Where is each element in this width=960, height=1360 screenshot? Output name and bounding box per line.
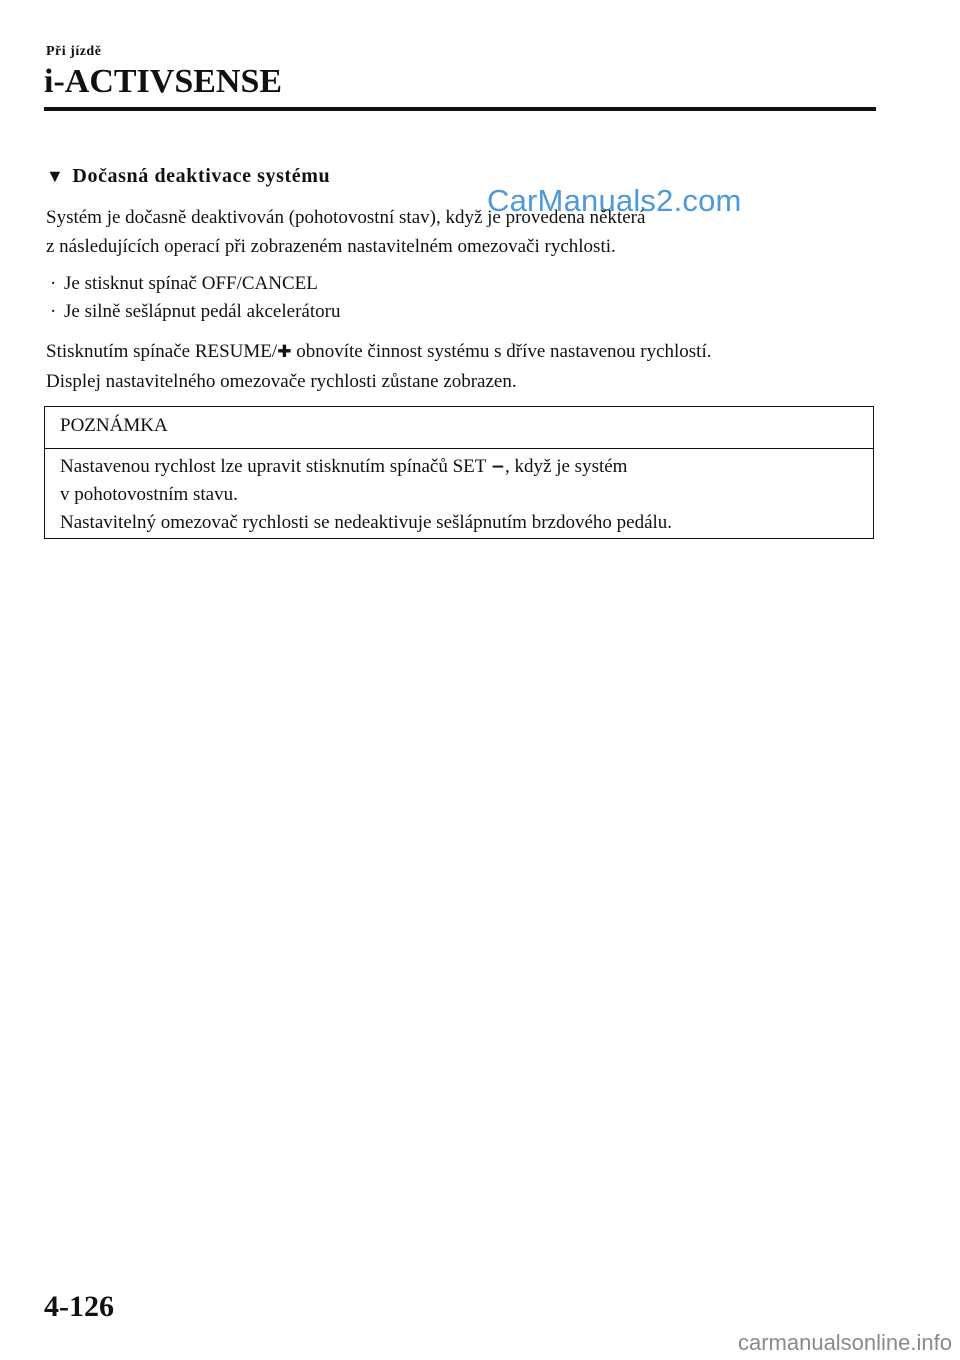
section-title: i-ACTIVSENSE — [44, 63, 283, 100]
paragraph-line — [46, 337, 866, 367]
list-item — [50, 270, 340, 298]
note-line — [60, 453, 859, 481]
subsection-heading-text: Dočasná deaktivace systému — [72, 165, 331, 187]
plus-icon: ✚ — [277, 342, 292, 362]
bullet-dot-icon: · — [50, 273, 57, 294]
note-line: v pohotovostním stavu. — [60, 484, 238, 505]
paragraph-text: Stisknutím spínače RESUME/ — [46, 341, 278, 362]
paragraph-line: z následujících operací při zobrazeném nastavitelném omezovači rychlosti. — [46, 236, 616, 257]
list-item-text: Je silně sešlápnut pedál akcelerátoru — [64, 301, 341, 322]
footer-site-mark: carmanualsonline.info — [737, 1330, 952, 1355]
header-divider — [44, 107, 876, 111]
paragraph-text: obnovíte činnost systému s dříve nastavenou rychlostí. — [291, 341, 712, 362]
paragraph-line: Displej nastavitelného omezovače rychlosti zůstane zobrazen. — [46, 371, 517, 392]
bullet-dot-icon: · — [50, 301, 57, 322]
bullet-list — [50, 270, 340, 326]
paragraph-intro — [46, 203, 866, 261]
note-box — [44, 406, 874, 539]
list-item — [50, 298, 340, 326]
watermark-logo: CarManuals2.com — [487, 183, 742, 218]
note-text: , když je systém — [505, 456, 628, 477]
note-body — [45, 449, 873, 537]
triangle-down-icon: ▼ — [46, 166, 65, 186]
page-number: 4-126 — [44, 1290, 114, 1323]
chapter-label: Při jízdě — [46, 44, 102, 59]
paragraph-line: Systém je dočasně deaktivován (pohotovostní stav), když je provedena některá — [46, 207, 646, 228]
note-line: Nastavitelný omezovač rychlosti se nedeaktivuje sešlápnutím brzdového pedálu. — [60, 512, 673, 533]
note-title: POZNÁMKA — [45, 407, 873, 449]
paragraph-resume — [46, 337, 866, 396]
minus-icon: − — [490, 457, 506, 477]
note-text: Nastavenou rychlost lze upravit stisknutím spínačů SET — [60, 456, 491, 477]
subsection-heading — [46, 163, 330, 189]
list-item-text: Je stisknut spínač OFF/CANCEL — [64, 273, 318, 294]
